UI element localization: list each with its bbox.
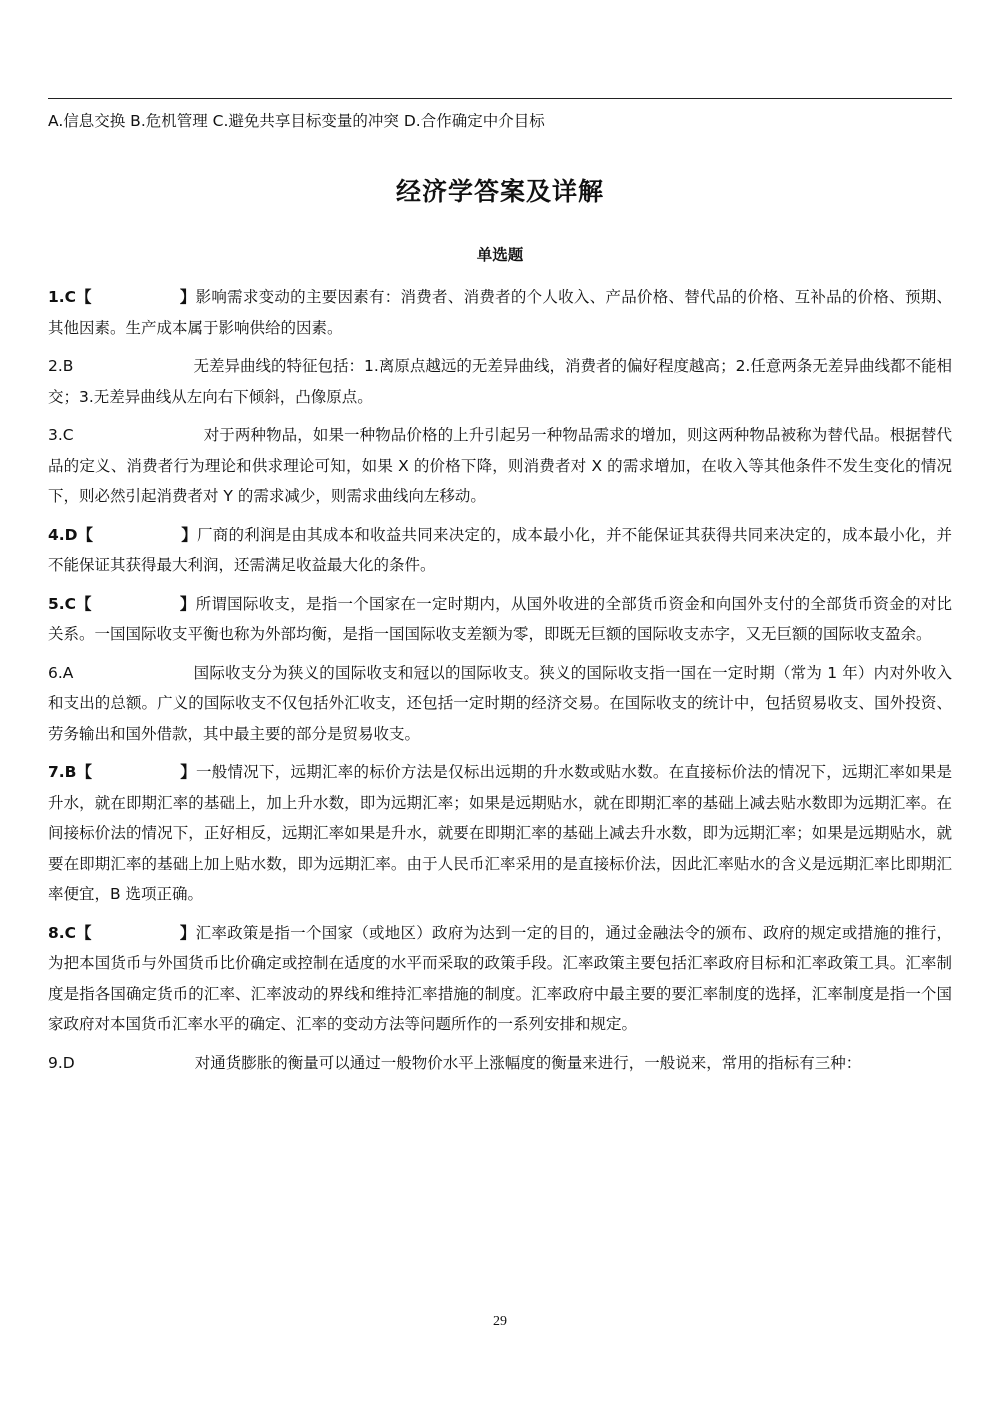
- answer-text: 国际收支分为狭义的国际收支和冠以的国际收支。狭义的国际收支指一国在一定时期（常为 1 年）内对外收入和支出的总额。广义的国际收支不仅包括外汇收支，还包括一定时期的经济交易。在国际收支的统计中，包括贸易收支、国外投资、劳务输出和国外借款，其中最主要的部分是贸易收支。: [48, 663, 952, 743]
- answer-item: [48, 520, 952, 581]
- answer-label: 1.C【: [48, 288, 92, 306]
- answer-list: [48, 282, 952, 1086]
- answer-label: 8.C【: [48, 923, 92, 942]
- answer-text: 无差异曲线的特征包括：1.离原点越远的无差异曲线，消费者的偏好程度越高；2.任意两条无差异曲线都不能相交；3.无差异曲线从左向右下倾斜，凸像原点。: [48, 357, 952, 406]
- answer-item: [48, 757, 952, 910]
- header-rule: [48, 98, 952, 99]
- answer-text: 对于两种物品，如果一种物品价格的上升引起另一种物品需求的增加，则这两种物品被称为替代品。根据替代品的定义、消费者行为理论和供求理论可知，如果 X 的价格下降，则消费者对 X 的需求增加，在收入等其他条件不发生变化的情况下，则必然引起消费者对 Y 的需求减少，则需求曲线向左移动。: [48, 426, 952, 505]
- answer-item: [48, 420, 952, 512]
- section-heading: 单选题: [476, 246, 524, 264]
- answer-bracket-close: 】: [181, 525, 198, 544]
- answer-label: 5.C【: [48, 594, 92, 613]
- page-title: 经济学答案及详解: [395, 177, 604, 206]
- answer-item: [48, 918, 952, 1040]
- answer-label: 7.B【: [48, 763, 92, 781]
- answer-text: 对通货膨胀的衡量可以通过一般物价水平上涨幅度的衡量来进行，一般说来，常用的指标有三种：: [194, 1053, 862, 1072]
- answer-bracket-close: 】: [179, 288, 196, 306]
- previous-question-options: A.信息交换 B.危机管理 C.避免共享目标变量的冲突 D.合作确定中介目标: [48, 112, 545, 130]
- answer-item: [48, 658, 952, 750]
- answer-text: 影响需求变动的主要因素有：消费者、消费者的个人收入、产品价格、替代品的价格、互补品的价格、预期、其他因素。生产成本属于影响供给的因素。: [48, 288, 952, 337]
- page-number: 29: [493, 1314, 507, 1329]
- answer-text: 厂商的利润是由其成本和收益共同来决定的，成本最小化，并不能保证其获得共同来决定的，成本最小化，并不能保证其获得最大利润，还需满足收益最大化的条件。: [48, 525, 952, 574]
- answer-text: 汇率政策是指一个国家（或地区）政府为达到一定的目的，通过金融法令的颁布、政府的规定或措施的推行，为把本国货币与外国货币比价确定或控制在适度的水平而采取的政策手段。汇率政策主要包括汇率政府目标和汇率政策工具。汇率制度是指各国确定货币的汇率、汇率波动的界线和维持汇率措施的制度。汇率政府中最主要的要汇率制度的选择，汇率制度是指一个国家政府对本国货币汇率水平的确定、汇率的变动方法等问题所作的一系列安排和规定。: [48, 923, 952, 1033]
- answer-label: 4.D【: [48, 525, 94, 544]
- answer-bracket-close: 】: [179, 923, 196, 942]
- answer-label: 2.B: [48, 357, 74, 375]
- answer-label: 6.A: [48, 663, 74, 682]
- answer-label: 3.C: [48, 426, 74, 444]
- answer-text: 所谓国际收支，是指一个国家在一定时期内，从国外收进的全部货币资金和向国外支付的全部货币资金的对比关系。一国国际收支平衡也称为外部均衡，是指一国国际收支差额为零，即既无巨额的国际收支赤字，又无巨额的国际收支盈余。: [48, 594, 952, 643]
- answer-item: [48, 282, 952, 343]
- answer-item: [48, 589, 952, 650]
- answer-label: 9.D: [48, 1053, 75, 1072]
- answer-bracket-close: 】: [180, 763, 197, 781]
- answer-item: [48, 351, 952, 412]
- answer-text: 一般情况下，远期汇率的标价方法是仅标出远期的升水数或贴水数。在直接标价法的情况下，远期汇率如果是升水，就在即期汇率的基础上，加上升水数，即为远期汇率；如果是远期贴水，就在即期汇率的基础上减去贴水数即为远期汇率。在间接标价法的情况下，正好相反，远期汇率如果是升水，就要在即期汇率的基础上减去升水数，即为远期汇率；如果是远期贴水，就要在即期汇率的基础上加上贴水数，即为远期汇率。由于人民币汇率采用的是直接标价法，因此汇率贴水的含义是远期汇率比即期汇率便宜，B 选项正确。: [48, 763, 952, 903]
- answer-bracket-close: 】: [179, 594, 196, 613]
- answer-item: [48, 1048, 952, 1079]
